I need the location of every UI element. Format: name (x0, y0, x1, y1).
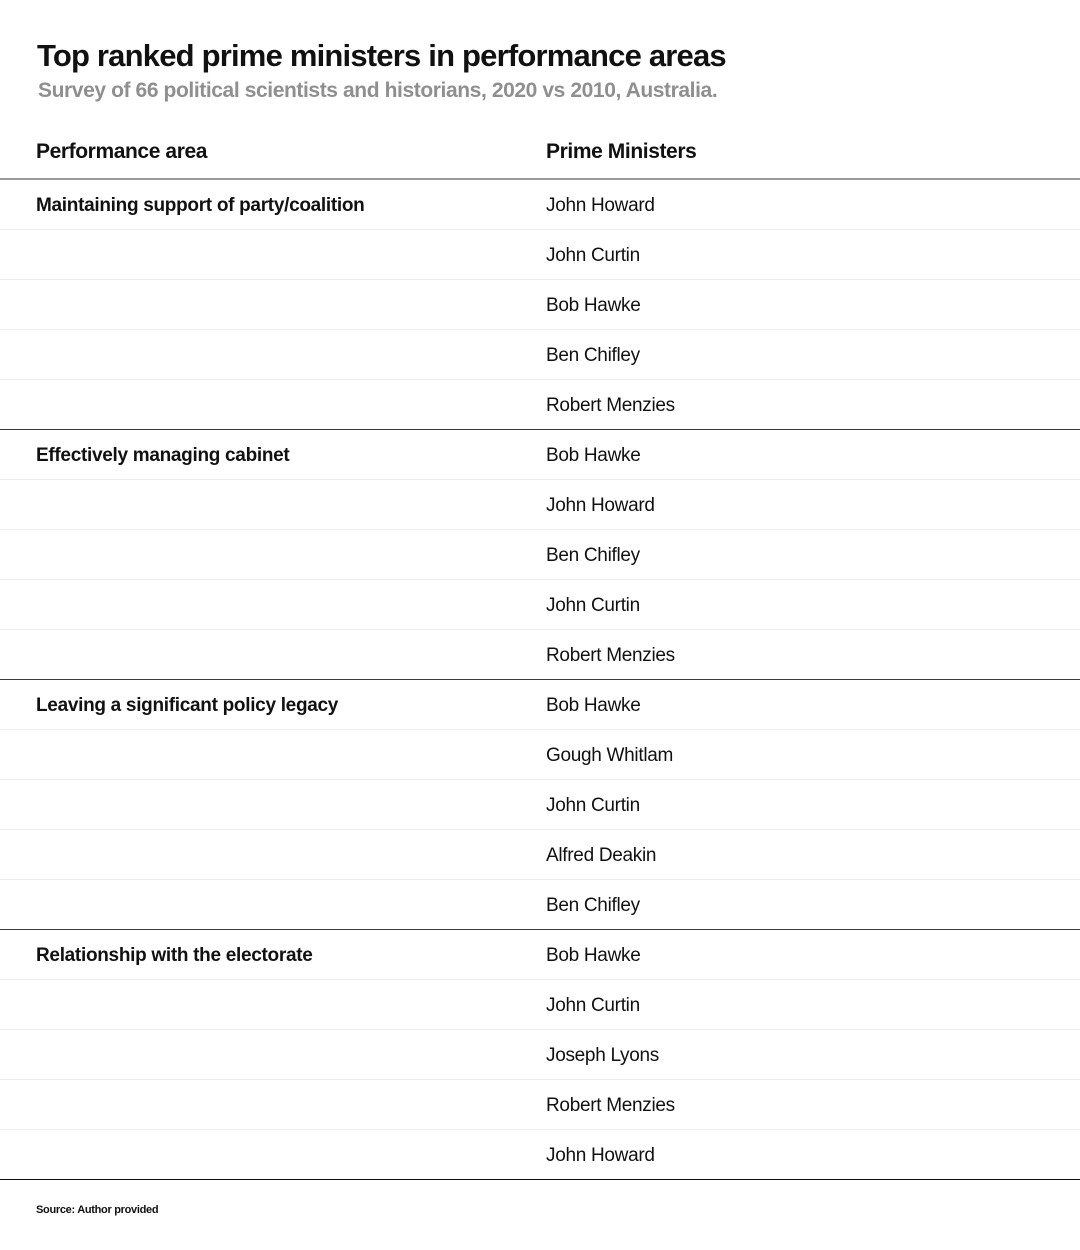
performance-area-cell: Leaving a significant policy legacy (36, 695, 339, 716)
prime-minister-cell: Bob Hawke (546, 945, 641, 966)
prime-minister-cell: Robert Menzies (546, 645, 675, 666)
column-header-prime-ministers: Prime Ministers (546, 140, 697, 163)
table-row (0, 330, 1080, 380)
prime-minister-cell: Bob Hawke (546, 295, 641, 316)
prime-minister-cell: John Curtin (546, 995, 640, 1016)
prime-minister-cell: Gough Whitlam (546, 745, 674, 766)
prime-minister-cell: Ben Chifley (546, 895, 640, 916)
chart-subtitle: Survey of 66 political scientists and historians, 2020 vs 2010, Australia. (38, 79, 718, 102)
table-row (0, 230, 1080, 280)
table-row (0, 380, 1080, 430)
table-row (0, 1080, 1080, 1130)
performance-area-cell: Effectively managing cabinet (36, 445, 290, 466)
column-header-performance-area: Performance area (36, 140, 208, 163)
prime-minister-cell: Ben Chifley (546, 345, 640, 366)
table-row (0, 280, 1080, 330)
prime-minister-cell: John Curtin (546, 245, 640, 266)
table-row (0, 180, 1080, 230)
table-body (0, 180, 1080, 1180)
prime-minister-cell: Bob Hawke (546, 445, 641, 466)
prime-minister-cell: Robert Menzies (546, 1095, 675, 1116)
chart-title: Top ranked prime ministers in performance areas (37, 38, 726, 73)
prime-minister-cell: John Howard (546, 195, 655, 216)
performance-area-cell: Maintaining support of party/coalition (36, 195, 365, 216)
source-note: Source: Author provided (36, 1204, 159, 1216)
prime-minister-cell: Alfred Deakin (546, 845, 657, 866)
performance-area-cell: Relationship with the electorate (36, 945, 313, 966)
table-row (0, 880, 1080, 930)
table-row (0, 580, 1080, 630)
table-row (0, 680, 1080, 730)
prime-minister-cell: John Curtin (546, 795, 640, 816)
prime-minister-cell: Bob Hawke (546, 695, 641, 716)
table-row (0, 930, 1080, 980)
table-row (0, 430, 1080, 480)
table-row (0, 1130, 1080, 1180)
prime-minister-cell: Joseph Lyons (546, 1045, 659, 1066)
table-row (0, 530, 1080, 580)
table-row (0, 730, 1080, 780)
table-row (0, 630, 1080, 680)
prime-minister-cell: Robert Menzies (546, 395, 675, 416)
prime-minister-cell: Ben Chifley (546, 545, 640, 566)
prime-minister-cell: John Howard (546, 1145, 655, 1166)
table-row (0, 480, 1080, 530)
prime-minister-cell: John Howard (546, 495, 655, 516)
rankings-table (0, 126, 1080, 1180)
table-row (0, 780, 1080, 830)
prime-minister-cell: John Curtin (546, 595, 640, 616)
table-row (0, 980, 1080, 1030)
table-row (0, 830, 1080, 880)
table-row (0, 1030, 1080, 1080)
table-header (0, 126, 1080, 180)
